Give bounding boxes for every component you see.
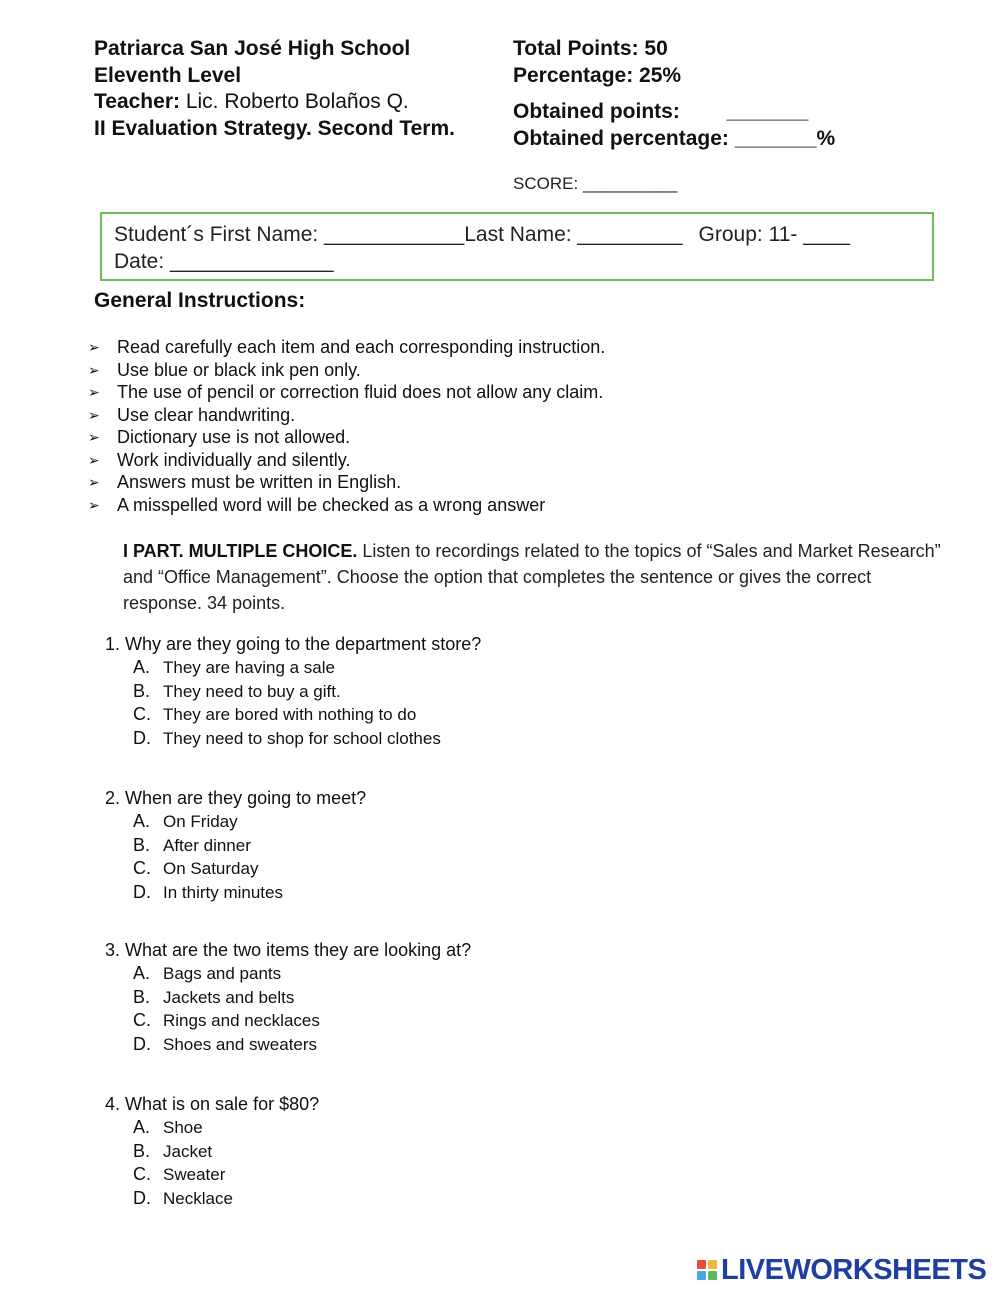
question-text: 3. What are the two items they are looking at? xyxy=(105,940,472,960)
option-c[interactable] xyxy=(105,1009,471,1033)
student-name-fields[interactable]: Student´s First Name: ____________Last Name: _________ xyxy=(114,223,683,246)
option-text: They are bored with nothing to do xyxy=(163,705,417,725)
instruction-text: Work individually and silently. xyxy=(117,449,351,470)
option-letter: B. xyxy=(133,680,151,701)
option-letter: A. xyxy=(133,1117,151,1137)
question-4 xyxy=(105,1092,319,1211)
teacher-line xyxy=(94,89,455,116)
option-text: Sweater xyxy=(163,1165,226,1185)
arrow-bullet-icon: ➢ xyxy=(88,451,100,468)
options-list xyxy=(105,1116,319,1211)
instruction-item xyxy=(88,426,605,449)
general-instructions-title: General Instructions: xyxy=(94,289,306,312)
options-list xyxy=(105,962,471,1057)
options-list xyxy=(105,656,481,751)
brand-name: LIVEWORKSHEETS xyxy=(721,1253,987,1286)
option-text: Jacket xyxy=(163,1141,213,1161)
liveworksheets-logo-icon xyxy=(697,1260,717,1280)
option-d[interactable] xyxy=(105,881,366,905)
option-letter: D. xyxy=(133,882,151,903)
option-letter: A. xyxy=(133,963,151,983)
instruction-item xyxy=(88,336,605,359)
school-name: Patriarca San José High School xyxy=(94,37,411,60)
option-letter: C. xyxy=(133,1164,151,1185)
option-a[interactable] xyxy=(105,810,366,834)
question-text: 4. What is on sale for $80? xyxy=(105,1094,320,1114)
option-letter: B. xyxy=(133,1140,151,1161)
question-2 xyxy=(105,786,366,905)
arrow-bullet-icon: ➢ xyxy=(88,406,100,423)
option-text: After dinner xyxy=(163,835,251,855)
arrow-bullet-icon: ➢ xyxy=(88,339,100,355)
option-text: They need to shop for school clothes xyxy=(163,729,441,749)
header-right xyxy=(513,36,835,152)
score-field[interactable]: SCORE: __________ xyxy=(513,174,678,193)
option-a[interactable] xyxy=(105,656,481,680)
option-letter: C. xyxy=(133,858,151,879)
option-a[interactable] xyxy=(105,962,471,986)
option-text: They need to buy a gift. xyxy=(163,681,341,701)
obtained-points: Obtained points: _______ xyxy=(513,100,809,123)
instruction-item xyxy=(88,449,605,472)
part1-text: Listen to recordings related to the topics of “Sales and Market Research” and “Office Management”. Choose the option that completes the sentence or gives the correct response. 34 points. xyxy=(123,541,941,613)
student-name-row[interactable] xyxy=(114,221,920,248)
instruction-text: Use clear handwriting. xyxy=(117,404,296,425)
group-field[interactable]: Group: 11- ____ xyxy=(698,223,850,246)
option-b[interactable] xyxy=(105,680,481,704)
question-3 xyxy=(105,938,471,1057)
option-letter: C. xyxy=(133,704,151,725)
option-letter: D. xyxy=(133,728,151,749)
arrow-bullet-icon: ➢ xyxy=(88,429,100,445)
option-b[interactable] xyxy=(105,1140,319,1164)
option-c[interactable] xyxy=(105,1163,319,1187)
question-1 xyxy=(105,632,481,751)
part1-instructions xyxy=(123,538,943,616)
instruction-text: Read carefully each item and each corresponding instruction. xyxy=(117,337,606,357)
option-letter: B. xyxy=(133,834,151,855)
obtained-percentage: Obtained percentage: _______% xyxy=(513,126,836,150)
instruction-item xyxy=(88,404,605,427)
instruction-text: Dictionary use is not allowed. xyxy=(117,427,351,447)
teacher-name: Lic. Roberto Bolaños Q. xyxy=(179,90,409,113)
option-letter: C. xyxy=(133,1010,151,1031)
option-text: Jackets and belts xyxy=(163,987,295,1007)
teacher-label: Teacher: xyxy=(94,90,180,113)
instruction-text: A misspelled word will be checked as a wrong answer xyxy=(117,494,546,515)
liveworksheets-logo[interactable] xyxy=(697,1253,987,1286)
student-info-box xyxy=(100,212,934,281)
option-text: Bags and pants xyxy=(163,964,282,983)
date-field[interactable]: Date: ______________ xyxy=(114,250,334,273)
option-b[interactable] xyxy=(105,834,366,858)
option-d[interactable] xyxy=(105,1187,319,1211)
option-text: Rings and necklaces xyxy=(163,1011,320,1031)
arrow-bullet-icon: ➢ xyxy=(88,474,100,490)
question-text: 2. When are they going to meet? xyxy=(105,788,367,808)
option-text: They are having a sale xyxy=(163,658,335,677)
instruction-text: Use blue or black ink pen only. xyxy=(117,359,361,380)
arrow-bullet-icon: ➢ xyxy=(88,361,100,378)
instruction-item xyxy=(88,381,605,404)
arrow-bullet-icon: ➢ xyxy=(88,384,100,400)
option-text: Shoe xyxy=(163,1118,203,1137)
option-d[interactable] xyxy=(105,727,481,751)
option-c[interactable] xyxy=(105,857,366,881)
arrow-bullet-icon: ➢ xyxy=(88,496,100,513)
option-a[interactable] xyxy=(105,1116,319,1140)
instruction-text: Answers must be written in English. xyxy=(117,472,402,492)
option-text: Shoes and sweaters xyxy=(163,1035,318,1055)
option-letter: B. xyxy=(133,986,151,1007)
question-text: 1. Why are they going to the department store? xyxy=(105,634,482,654)
instructions-list xyxy=(88,336,605,516)
option-letter: D. xyxy=(133,1188,151,1209)
total-points: Total Points: 50 xyxy=(513,37,668,60)
option-text: On Saturday xyxy=(163,859,259,879)
option-b[interactable] xyxy=(105,986,471,1010)
option-letter: D. xyxy=(133,1034,151,1055)
option-letter: A. xyxy=(133,657,151,677)
instruction-item xyxy=(88,494,605,517)
header-left xyxy=(94,36,455,142)
option-text: In thirty minutes xyxy=(163,883,283,903)
part1-title: I PART. MULTIPLE CHOICE. xyxy=(123,541,358,561)
percentage: Percentage: 25% xyxy=(513,63,682,87)
instruction-item xyxy=(88,471,605,494)
instruction-text: The use of pencil or correction fluid does not allow any claim. xyxy=(117,382,604,402)
instruction-item xyxy=(88,359,605,382)
evaluation-title: II Evaluation Strategy. Second Term. xyxy=(94,116,455,140)
option-text: On Friday xyxy=(163,812,238,831)
option-c[interactable] xyxy=(105,703,481,727)
options-list xyxy=(105,810,366,905)
option-d[interactable] xyxy=(105,1033,471,1057)
option-letter: A. xyxy=(133,811,151,831)
option-text: Necklace xyxy=(163,1189,233,1209)
level: Eleventh Level xyxy=(94,63,242,87)
